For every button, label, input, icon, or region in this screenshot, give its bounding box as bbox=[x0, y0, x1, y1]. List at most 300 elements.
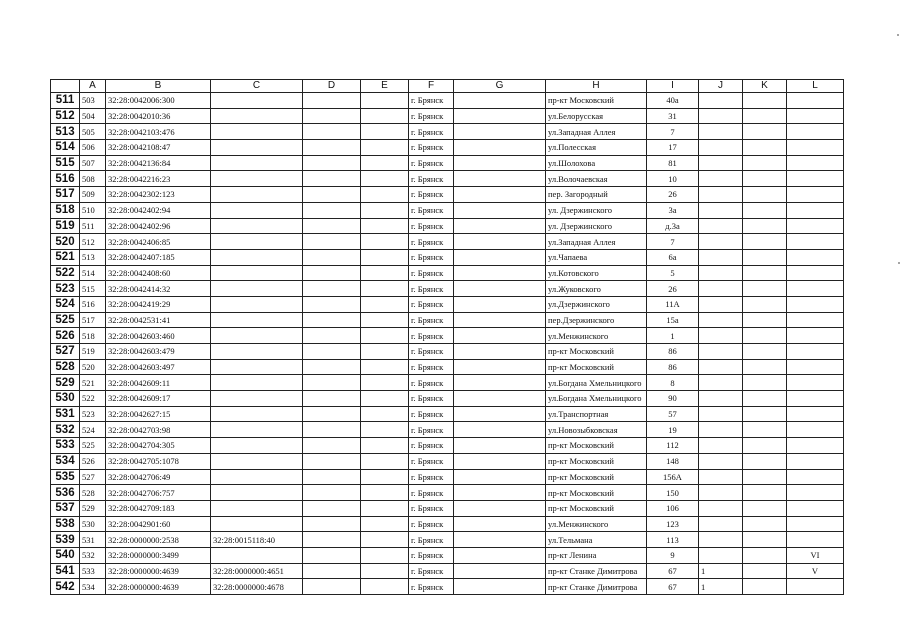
cell-c[interactable] bbox=[211, 547, 303, 563]
cell-l[interactable] bbox=[787, 312, 844, 328]
cell-h[interactable]: пр-кт Московский bbox=[546, 469, 647, 485]
column-header-l[interactable]: L bbox=[787, 80, 844, 93]
cell-b[interactable]: 32:28:0042419:29 bbox=[106, 296, 211, 312]
cell-f[interactable]: г. Брянск bbox=[409, 453, 454, 469]
cell-c[interactable]: 32:28:0015118:40 bbox=[211, 532, 303, 548]
cell-g[interactable] bbox=[454, 249, 546, 265]
cell-a[interactable]: 530 bbox=[80, 516, 106, 532]
cell-a[interactable]: 532 bbox=[80, 547, 106, 563]
cell-d[interactable] bbox=[303, 500, 361, 516]
cell-i[interactable]: 6а bbox=[647, 249, 699, 265]
cell-h[interactable]: ул.Котовского bbox=[546, 265, 647, 281]
cell-c[interactable] bbox=[211, 93, 303, 109]
cell-j[interactable] bbox=[699, 155, 743, 171]
cell-a[interactable]: 518 bbox=[80, 328, 106, 344]
cell-g[interactable] bbox=[454, 516, 546, 532]
cell-g[interactable] bbox=[454, 218, 546, 234]
cell-a[interactable]: 503 bbox=[80, 93, 106, 109]
column-header-h[interactable]: H bbox=[546, 80, 647, 93]
row-number-cell[interactable]: 534 bbox=[51, 453, 80, 469]
cell-l[interactable] bbox=[787, 344, 844, 360]
row-number-cell[interactable]: 523 bbox=[51, 281, 80, 297]
cell-f[interactable]: г. Брянск bbox=[409, 391, 454, 407]
cell-h[interactable]: пр-кт Московский bbox=[546, 500, 647, 516]
cell-g[interactable] bbox=[454, 296, 546, 312]
cell-e[interactable] bbox=[361, 516, 409, 532]
cell-j[interactable] bbox=[699, 202, 743, 218]
cell-k[interactable] bbox=[743, 453, 787, 469]
cell-d[interactable] bbox=[303, 438, 361, 454]
cell-h[interactable]: ул.Белорусская bbox=[546, 108, 647, 124]
cell-b[interactable]: 32:28:0042406:85 bbox=[106, 234, 211, 250]
cell-h[interactable]: ул. Дзержинского bbox=[546, 218, 647, 234]
cell-e[interactable] bbox=[361, 108, 409, 124]
cell-a[interactable]: 504 bbox=[80, 108, 106, 124]
cell-a[interactable]: 529 bbox=[80, 500, 106, 516]
cell-i[interactable]: 26 bbox=[647, 187, 699, 203]
cell-l[interactable] bbox=[787, 265, 844, 281]
cell-f[interactable]: г. Брянск bbox=[409, 249, 454, 265]
cell-b[interactable]: 32:28:0042010:36 bbox=[106, 108, 211, 124]
cell-g[interactable] bbox=[454, 124, 546, 140]
cell-d[interactable] bbox=[303, 547, 361, 563]
cell-e[interactable] bbox=[361, 187, 409, 203]
cell-l[interactable] bbox=[787, 391, 844, 407]
cell-i[interactable]: 3а bbox=[647, 202, 699, 218]
cell-j[interactable] bbox=[699, 296, 743, 312]
cell-e[interactable] bbox=[361, 469, 409, 485]
cell-g[interactable] bbox=[454, 547, 546, 563]
cell-f[interactable]: г. Брянск bbox=[409, 312, 454, 328]
cell-a[interactable]: 508 bbox=[80, 171, 106, 187]
cell-l[interactable]: V bbox=[787, 563, 844, 579]
column-header-g[interactable]: G bbox=[454, 80, 546, 93]
row-number-cell[interactable]: 542 bbox=[51, 579, 80, 595]
row-number-cell[interactable]: 541 bbox=[51, 563, 80, 579]
cell-l[interactable] bbox=[787, 202, 844, 218]
cell-e[interactable] bbox=[361, 344, 409, 360]
cell-h[interactable]: пр-кт Московский bbox=[546, 344, 647, 360]
cell-a[interactable]: 525 bbox=[80, 438, 106, 454]
cell-f[interactable]: г. Брянск bbox=[409, 469, 454, 485]
row-number-cell[interactable]: 512 bbox=[51, 108, 80, 124]
cell-i[interactable]: 9 bbox=[647, 547, 699, 563]
cell-b[interactable]: 32:28:0042006:300 bbox=[106, 93, 211, 109]
cell-l[interactable] bbox=[787, 422, 844, 438]
cell-f[interactable]: г. Брянск bbox=[409, 108, 454, 124]
cell-c[interactable] bbox=[211, 234, 303, 250]
row-number-cell[interactable]: 519 bbox=[51, 218, 80, 234]
cell-k[interactable] bbox=[743, 312, 787, 328]
cell-a[interactable]: 520 bbox=[80, 359, 106, 375]
cell-g[interactable] bbox=[454, 93, 546, 109]
cell-k[interactable] bbox=[743, 328, 787, 344]
cell-g[interactable] bbox=[454, 234, 546, 250]
cell-j[interactable]: 1 bbox=[699, 579, 743, 595]
cell-h[interactable]: ул.Полесская bbox=[546, 140, 647, 156]
cell-l[interactable] bbox=[787, 171, 844, 187]
cell-j[interactable] bbox=[699, 391, 743, 407]
cell-g[interactable] bbox=[454, 579, 546, 595]
row-number-cell[interactable]: 539 bbox=[51, 532, 80, 548]
cell-c[interactable] bbox=[211, 312, 303, 328]
cell-k[interactable] bbox=[743, 108, 787, 124]
cell-d[interactable] bbox=[303, 171, 361, 187]
cell-g[interactable] bbox=[454, 312, 546, 328]
cell-j[interactable] bbox=[699, 93, 743, 109]
cell-k[interactable] bbox=[743, 171, 787, 187]
cell-i[interactable]: 40а bbox=[647, 93, 699, 109]
cell-b[interactable]: 32:28:0042136:84 bbox=[106, 155, 211, 171]
cell-k[interactable] bbox=[743, 547, 787, 563]
cell-h[interactable]: ул.Шолохова bbox=[546, 155, 647, 171]
cell-d[interactable] bbox=[303, 249, 361, 265]
cell-g[interactable] bbox=[454, 500, 546, 516]
row-number-cell[interactable]: 535 bbox=[51, 469, 80, 485]
cell-i[interactable]: 123 bbox=[647, 516, 699, 532]
cell-d[interactable] bbox=[303, 218, 361, 234]
cell-l[interactable] bbox=[787, 218, 844, 234]
cell-a[interactable]: 515 bbox=[80, 281, 106, 297]
cell-c[interactable] bbox=[211, 485, 303, 501]
cell-b[interactable]: 32:28:0042706:49 bbox=[106, 469, 211, 485]
cell-a[interactable]: 513 bbox=[80, 249, 106, 265]
cell-a[interactable]: 519 bbox=[80, 344, 106, 360]
cell-k[interactable] bbox=[743, 500, 787, 516]
cell-e[interactable] bbox=[361, 296, 409, 312]
cell-f[interactable]: г. Брянск bbox=[409, 438, 454, 454]
row-number-cell[interactable]: 537 bbox=[51, 500, 80, 516]
cell-d[interactable] bbox=[303, 140, 361, 156]
cell-j[interactable] bbox=[699, 234, 743, 250]
cell-g[interactable] bbox=[454, 438, 546, 454]
cell-c[interactable] bbox=[211, 140, 303, 156]
cell-l[interactable] bbox=[787, 500, 844, 516]
cell-i[interactable]: 7 bbox=[647, 234, 699, 250]
cell-l[interactable] bbox=[787, 469, 844, 485]
cell-e[interactable] bbox=[361, 234, 409, 250]
cell-l[interactable] bbox=[787, 406, 844, 422]
cell-i[interactable]: 57 bbox=[647, 406, 699, 422]
cell-i[interactable]: 67 bbox=[647, 579, 699, 595]
cell-k[interactable] bbox=[743, 532, 787, 548]
cell-e[interactable] bbox=[361, 485, 409, 501]
row-number-cell[interactable]: 532 bbox=[51, 422, 80, 438]
cell-h[interactable]: ул.Западная Аллея bbox=[546, 234, 647, 250]
cell-j[interactable] bbox=[699, 547, 743, 563]
cell-h[interactable]: ул.Менжинского bbox=[546, 516, 647, 532]
cell-j[interactable] bbox=[699, 469, 743, 485]
cell-i[interactable]: 106 bbox=[647, 500, 699, 516]
cell-f[interactable]: г. Брянск bbox=[409, 500, 454, 516]
row-number-cell[interactable]: 513 bbox=[51, 124, 80, 140]
cell-l[interactable] bbox=[787, 124, 844, 140]
cell-b[interactable]: 32:28:0000000:4639 bbox=[106, 579, 211, 595]
cell-f[interactable]: г. Брянск bbox=[409, 171, 454, 187]
cell-b[interactable]: 32:28:0000000:2538 bbox=[106, 532, 211, 548]
cell-i[interactable]: д.3а bbox=[647, 218, 699, 234]
cell-i[interactable]: 86 bbox=[647, 344, 699, 360]
cell-h[interactable]: пр-кт Станке Димитрова bbox=[546, 563, 647, 579]
cell-e[interactable] bbox=[361, 532, 409, 548]
cell-e[interactable] bbox=[361, 265, 409, 281]
cell-c[interactable]: 32:28:0000000:4651 bbox=[211, 563, 303, 579]
cell-l[interactable] bbox=[787, 249, 844, 265]
column-header-k[interactable]: K bbox=[743, 80, 787, 93]
cell-f[interactable]: г. Брянск bbox=[409, 328, 454, 344]
cell-g[interactable] bbox=[454, 281, 546, 297]
cell-e[interactable] bbox=[361, 547, 409, 563]
cell-h[interactable]: ул.Тельмана bbox=[546, 532, 647, 548]
cell-j[interactable] bbox=[699, 375, 743, 391]
cell-a[interactable]: 533 bbox=[80, 563, 106, 579]
cell-e[interactable] bbox=[361, 406, 409, 422]
row-number-cell[interactable]: 527 bbox=[51, 344, 80, 360]
cell-g[interactable] bbox=[454, 108, 546, 124]
cell-i[interactable]: 8 bbox=[647, 375, 699, 391]
cell-e[interactable] bbox=[361, 500, 409, 516]
cell-g[interactable] bbox=[454, 469, 546, 485]
row-number-cell[interactable]: 514 bbox=[51, 140, 80, 156]
cell-i[interactable]: 5 bbox=[647, 265, 699, 281]
row-number-cell[interactable]: 524 bbox=[51, 296, 80, 312]
cell-b[interactable]: 32:28:0042709:183 bbox=[106, 500, 211, 516]
row-number-cell[interactable]: 525 bbox=[51, 312, 80, 328]
cell-g[interactable] bbox=[454, 375, 546, 391]
cell-j[interactable] bbox=[699, 108, 743, 124]
cell-f[interactable]: г. Брянск bbox=[409, 296, 454, 312]
cell-k[interactable] bbox=[743, 406, 787, 422]
cell-l[interactable] bbox=[787, 281, 844, 297]
cell-e[interactable] bbox=[361, 155, 409, 171]
cell-j[interactable] bbox=[699, 218, 743, 234]
cell-k[interactable] bbox=[743, 187, 787, 203]
cell-h[interactable]: пр-кт Московский bbox=[546, 438, 647, 454]
cell-l[interactable] bbox=[787, 516, 844, 532]
cell-b[interactable]: 32:28:0042402:94 bbox=[106, 202, 211, 218]
cell-f[interactable]: г. Брянск bbox=[409, 187, 454, 203]
cell-d[interactable] bbox=[303, 453, 361, 469]
cell-e[interactable] bbox=[361, 579, 409, 595]
cell-c[interactable] bbox=[211, 249, 303, 265]
cell-f[interactable]: г. Брянск bbox=[409, 532, 454, 548]
cell-d[interactable] bbox=[303, 532, 361, 548]
cell-j[interactable] bbox=[699, 516, 743, 532]
cell-g[interactable] bbox=[454, 391, 546, 407]
cell-k[interactable] bbox=[743, 93, 787, 109]
cell-k[interactable] bbox=[743, 422, 787, 438]
cell-b[interactable]: 32:28:0042703:98 bbox=[106, 422, 211, 438]
cell-j[interactable] bbox=[699, 328, 743, 344]
cell-c[interactable] bbox=[211, 344, 303, 360]
column-header-i[interactable]: I bbox=[647, 80, 699, 93]
cell-l[interactable] bbox=[787, 93, 844, 109]
cell-f[interactable]: г. Брянск bbox=[409, 234, 454, 250]
cell-i[interactable]: 112 bbox=[647, 438, 699, 454]
cell-a[interactable]: 526 bbox=[80, 453, 106, 469]
cell-d[interactable] bbox=[303, 281, 361, 297]
cell-d[interactable] bbox=[303, 124, 361, 140]
cell-a[interactable]: 522 bbox=[80, 391, 106, 407]
row-number-cell[interactable]: 517 bbox=[51, 187, 80, 203]
cell-a[interactable]: 506 bbox=[80, 140, 106, 156]
cell-l[interactable] bbox=[787, 579, 844, 595]
cell-j[interactable] bbox=[699, 312, 743, 328]
cell-b[interactable]: 32:28:0042901:60 bbox=[106, 516, 211, 532]
cell-d[interactable] bbox=[303, 579, 361, 595]
cell-e[interactable] bbox=[361, 328, 409, 344]
row-number-cell[interactable]: 518 bbox=[51, 202, 80, 218]
cell-b[interactable]: 32:28:0042603:479 bbox=[106, 344, 211, 360]
cell-d[interactable] bbox=[303, 187, 361, 203]
column-header-j[interactable]: J bbox=[699, 80, 743, 93]
cell-l[interactable] bbox=[787, 108, 844, 124]
cell-f[interactable]: г. Брянск bbox=[409, 344, 454, 360]
row-number-cell[interactable]: 516 bbox=[51, 171, 80, 187]
cell-a[interactable]: 510 bbox=[80, 202, 106, 218]
corner-cell[interactable] bbox=[51, 80, 80, 93]
cell-d[interactable] bbox=[303, 155, 361, 171]
cell-l[interactable] bbox=[787, 155, 844, 171]
cell-i[interactable]: 67 bbox=[647, 563, 699, 579]
row-number-cell[interactable]: 522 bbox=[51, 265, 80, 281]
cell-a[interactable]: 534 bbox=[80, 579, 106, 595]
cell-g[interactable] bbox=[454, 344, 546, 360]
cell-i[interactable]: 15а bbox=[647, 312, 699, 328]
cell-h[interactable]: пр-кт Московский bbox=[546, 453, 647, 469]
cell-h[interactable]: пер. Загородный bbox=[546, 187, 647, 203]
cell-h[interactable]: ул.Транспортная bbox=[546, 406, 647, 422]
cell-k[interactable] bbox=[743, 218, 787, 234]
cell-i[interactable]: 150 bbox=[647, 485, 699, 501]
cell-l[interactable] bbox=[787, 187, 844, 203]
cell-h[interactable]: пр-кт Станке Димитрова bbox=[546, 579, 647, 595]
cell-e[interactable] bbox=[361, 140, 409, 156]
cell-i[interactable]: 156А bbox=[647, 469, 699, 485]
cell-l[interactable] bbox=[787, 438, 844, 454]
cell-j[interactable] bbox=[699, 359, 743, 375]
cell-e[interactable] bbox=[361, 453, 409, 469]
cell-f[interactable]: г. Брянск bbox=[409, 516, 454, 532]
cell-c[interactable] bbox=[211, 108, 303, 124]
cell-h[interactable]: ул.Богдана Хмельницкого bbox=[546, 375, 647, 391]
cell-d[interactable] bbox=[303, 563, 361, 579]
column-header-c[interactable]: C bbox=[211, 80, 303, 93]
cell-c[interactable] bbox=[211, 422, 303, 438]
row-number-cell[interactable]: 533 bbox=[51, 438, 80, 454]
cell-k[interactable] bbox=[743, 281, 787, 297]
cell-h[interactable]: пр-кт Московский bbox=[546, 93, 647, 109]
cell-c[interactable] bbox=[211, 265, 303, 281]
cell-c[interactable] bbox=[211, 453, 303, 469]
row-number-cell[interactable]: 529 bbox=[51, 375, 80, 391]
cell-j[interactable] bbox=[699, 532, 743, 548]
cell-c[interactable] bbox=[211, 281, 303, 297]
cell-i[interactable]: 86 bbox=[647, 359, 699, 375]
cell-j[interactable] bbox=[699, 485, 743, 501]
cell-k[interactable] bbox=[743, 155, 787, 171]
cell-k[interactable] bbox=[743, 391, 787, 407]
cell-c[interactable] bbox=[211, 500, 303, 516]
cell-g[interactable] bbox=[454, 359, 546, 375]
cell-k[interactable] bbox=[743, 438, 787, 454]
cell-h[interactable]: пер.Дзержинского bbox=[546, 312, 647, 328]
cell-j[interactable] bbox=[699, 124, 743, 140]
cell-e[interactable] bbox=[361, 281, 409, 297]
cell-d[interactable] bbox=[303, 359, 361, 375]
cell-g[interactable] bbox=[454, 563, 546, 579]
cell-f[interactable]: г. Брянск bbox=[409, 265, 454, 281]
cell-h[interactable]: ул.Менжинского bbox=[546, 328, 647, 344]
cell-d[interactable] bbox=[303, 234, 361, 250]
cell-f[interactable]: г. Брянск bbox=[409, 406, 454, 422]
cell-b[interactable]: 32:28:0000000:4639 bbox=[106, 563, 211, 579]
column-header-e[interactable]: E bbox=[361, 80, 409, 93]
cell-g[interactable] bbox=[454, 171, 546, 187]
cell-h[interactable]: пр-кт Московский bbox=[546, 485, 647, 501]
cell-a[interactable]: 512 bbox=[80, 234, 106, 250]
row-number-cell[interactable]: 536 bbox=[51, 485, 80, 501]
cell-f[interactable]: г. Брянск bbox=[409, 140, 454, 156]
cell-c[interactable] bbox=[211, 469, 303, 485]
cell-k[interactable] bbox=[743, 234, 787, 250]
cell-f[interactable]: г. Брянск bbox=[409, 218, 454, 234]
cell-b[interactable]: 32:28:0042706:757 bbox=[106, 485, 211, 501]
cell-k[interactable] bbox=[743, 296, 787, 312]
cell-k[interactable] bbox=[743, 344, 787, 360]
cell-i[interactable]: 1 bbox=[647, 328, 699, 344]
cell-c[interactable] bbox=[211, 328, 303, 344]
cell-h[interactable]: ул. Дзержинского bbox=[546, 202, 647, 218]
cell-c[interactable] bbox=[211, 155, 303, 171]
cell-a[interactable]: 507 bbox=[80, 155, 106, 171]
cell-j[interactable] bbox=[699, 438, 743, 454]
cell-h[interactable]: пр-кт Ленина bbox=[546, 547, 647, 563]
cell-l[interactable] bbox=[787, 234, 844, 250]
cell-d[interactable] bbox=[303, 265, 361, 281]
cell-e[interactable] bbox=[361, 422, 409, 438]
cell-h[interactable]: ул.Чапаева bbox=[546, 249, 647, 265]
row-number-cell[interactable]: 526 bbox=[51, 328, 80, 344]
cell-b[interactable]: 32:28:0042302:123 bbox=[106, 187, 211, 203]
cell-l[interactable] bbox=[787, 359, 844, 375]
cell-j[interactable] bbox=[699, 281, 743, 297]
cell-b[interactable]: 32:28:0042531:41 bbox=[106, 312, 211, 328]
cell-c[interactable] bbox=[211, 438, 303, 454]
cell-k[interactable] bbox=[743, 265, 787, 281]
cell-a[interactable]: 517 bbox=[80, 312, 106, 328]
cell-h[interactable]: пр-кт Московский bbox=[546, 359, 647, 375]
cell-l[interactable] bbox=[787, 328, 844, 344]
cell-a[interactable]: 527 bbox=[80, 469, 106, 485]
cell-h[interactable]: ул.Западная Аллея bbox=[546, 124, 647, 140]
cell-c[interactable] bbox=[211, 359, 303, 375]
cell-i[interactable]: 148 bbox=[647, 453, 699, 469]
cell-d[interactable] bbox=[303, 296, 361, 312]
cell-f[interactable]: г. Брянск bbox=[409, 281, 454, 297]
cell-e[interactable] bbox=[361, 249, 409, 265]
cell-e[interactable] bbox=[361, 312, 409, 328]
cell-l[interactable] bbox=[787, 532, 844, 548]
row-number-cell[interactable]: 520 bbox=[51, 234, 80, 250]
cell-k[interactable] bbox=[743, 563, 787, 579]
cell-i[interactable]: 7 bbox=[647, 124, 699, 140]
cell-f[interactable]: г. Брянск bbox=[409, 155, 454, 171]
cell-j[interactable] bbox=[699, 249, 743, 265]
cell-b[interactable]: 32:28:0042216:23 bbox=[106, 171, 211, 187]
cell-d[interactable] bbox=[303, 202, 361, 218]
cell-b[interactable]: 32:28:0042609:11 bbox=[106, 375, 211, 391]
